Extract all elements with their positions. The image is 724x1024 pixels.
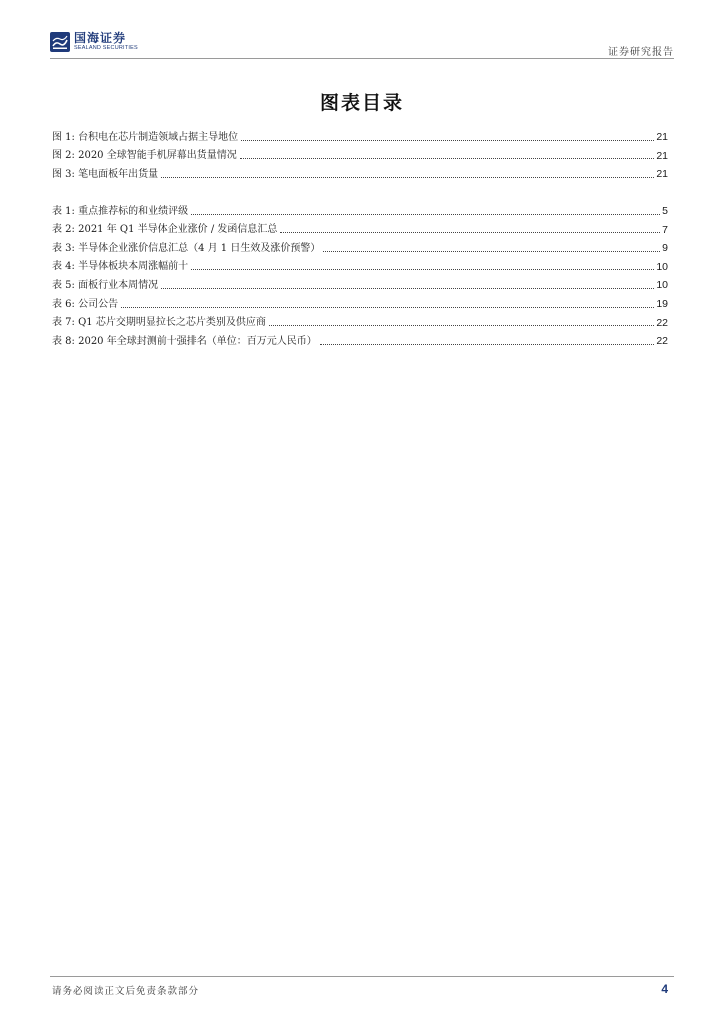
dot-leader (320, 343, 655, 345)
toc-entry-page: 22 (656, 335, 668, 348)
toc-entry-label: 表 4: 半导体板块本周涨幅前十 (52, 261, 189, 273)
toc-table-entry[interactable] (52, 272, 668, 291)
toc-entry-label: 表 6: 公司公告 (52, 298, 119, 310)
company-logo (50, 32, 138, 52)
toc-entry-label: 表 5: 面板行业本周情况 (52, 279, 159, 291)
toc-figure-entry[interactable] (52, 143, 668, 162)
dot-leader (161, 176, 654, 178)
dot-leader (280, 231, 660, 233)
toc-table-entry[interactable] (52, 198, 668, 217)
dot-leader (240, 157, 655, 159)
sealand-logo-icon (50, 32, 70, 52)
toc-entry-page: 21 (656, 149, 668, 162)
page-number: 4 (661, 982, 668, 996)
toc-entry-label: 表 7: Q1 芯片交期明显拉长之芯片类别及供应商 (52, 317, 266, 329)
page-title: 图表目录 (319, 92, 404, 114)
disclaimer-notice: 请务必阅读正文后免责条款部分 (52, 986, 200, 997)
toc-table-entry[interactable] (52, 328, 668, 347)
dot-leader (241, 139, 654, 141)
toc-figure-entry[interactable] (52, 161, 668, 180)
toc-table-entry[interactable] (52, 291, 668, 310)
toc-entry-label: 图 3: 笔电面板年出货量 (52, 168, 159, 180)
dot-leader (191, 268, 654, 270)
dot-leader (121, 306, 654, 308)
toc-entry-label: 图 2: 2020 全球智能手机屏幕出货量情况 (52, 150, 237, 162)
dot-leader (269, 324, 654, 326)
toc-table-entry[interactable] (52, 235, 668, 254)
toc-entry-page: 19 (656, 298, 668, 311)
toc-entry-label: 表 2: 2021 年 Q1 半导体企业涨价 / 发函信息汇总 (52, 224, 278, 236)
logo-chinese-name: 国海证券 (74, 31, 127, 46)
page-header (50, 30, 674, 59)
toc-entry-label: 表 1: 重点推荐标的和业绩评级 (52, 205, 189, 217)
table-list (52, 198, 668, 347)
toc-entry-page: 22 (656, 316, 668, 329)
toc-entry-page: 5 (662, 205, 668, 218)
toc-entry-page: 21 (656, 168, 668, 181)
figure-list (52, 124, 668, 180)
toc-table-entry[interactable] (52, 310, 668, 329)
dot-leader (191, 213, 660, 215)
toc-entry-page: 9 (662, 242, 668, 255)
logo-english-name: SEALAND SECURITIES (74, 45, 138, 52)
toc-entry-page: 10 (656, 279, 668, 292)
toc-entry-page: 10 (656, 260, 668, 273)
toc-entry-page: 21 (656, 131, 668, 144)
toc-figure-entry[interactable] (52, 124, 668, 143)
report-type-label: 证券研究报告 (608, 47, 674, 58)
toc-table-entry[interactable] (52, 217, 668, 236)
toc-entry-label: 图 1: 台积电在芯片制造领域占据主导地位 (52, 131, 239, 143)
dot-leader (323, 250, 660, 252)
page-footer (50, 976, 674, 1007)
toc-entry-label: 表 3: 半导体企业涨价信息汇总（4 月 1 日生效及涨价预警） (52, 242, 321, 254)
toc-entry-page: 7 (662, 223, 668, 236)
toc-entry-label: 表 8: 2020 年全球封测前十强排名（单位：百万元人民币） (52, 335, 317, 347)
dot-leader (161, 287, 654, 289)
toc-table-entry[interactable] (52, 254, 668, 273)
